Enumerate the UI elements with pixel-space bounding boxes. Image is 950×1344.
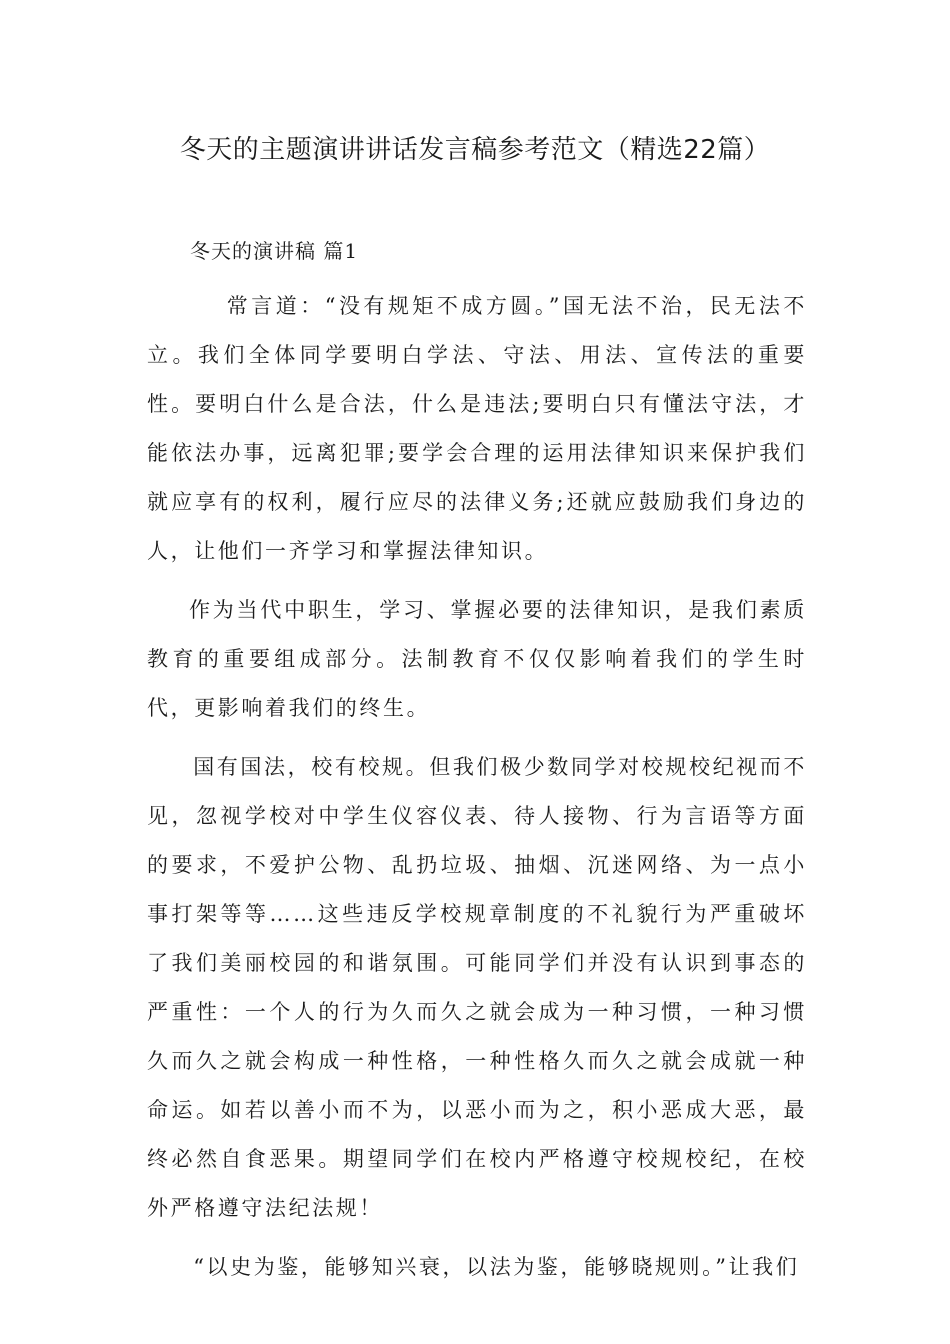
paragraph: “以史为鉴，能够知兴衰，以法为鉴，能够晓规则。”让我们	[193, 1255, 800, 1279]
document-title: 冬天的主题演讲讲话发言稿参考范文（精选22篇）	[179, 135, 771, 165]
paragraph: 作为当代中职生，学习、掌握必要的法律知识，是我们素质教育的重要组成部分。法制教育不仅仅影响着我们的学生时代，更影响着我们的终生。	[147, 598, 807, 720]
section-heading: 冬天的演讲稿 篇1	[190, 239, 359, 263]
paragraph: 国有国法，校有校规。但我们极少数同学对校规校纪视而不见，忽视学校对中学生仪容仪表、待人接物、行为言语等方面的要求，不爱护公物、乱扔垃圾、抽烟、沉迷网络、为一点小事打架等等……这些违反学校规章制度的不礼貌行为严重破坏了我们美丽校园的和谐氛围。可能同学们并没有认识到事态的严重性：一个人的行为久而久之就会成为一种习惯，一种习惯久而久之就会构成一种性格，一种性格久而久之就会成就一种命运。如若以善小而不为，以恶小而为之，积小恶成大恶，最终必然自食恶果。期望同学们在校内严格遵守校规校纪，在校外严格遵守法纪法规！	[147, 755, 807, 1220]
document-body	[147, 282, 807, 1302]
paragraph: 常言道：“没有规矩不成方圆。”国无法不治，民无法不立。我们全体同学要明白学法、守法、用法、宣传法的重要性。要明白什么是合法，什么是违法;要明白只有懂法守法，才能依法办事，远离犯罪;要学会合理的运用法律知识来保护我们就应享有的权利，履行应尽的法律义务;还就应鼓励我们身边的人，让他们一齐学习和掌握法律知识。	[147, 294, 807, 563]
